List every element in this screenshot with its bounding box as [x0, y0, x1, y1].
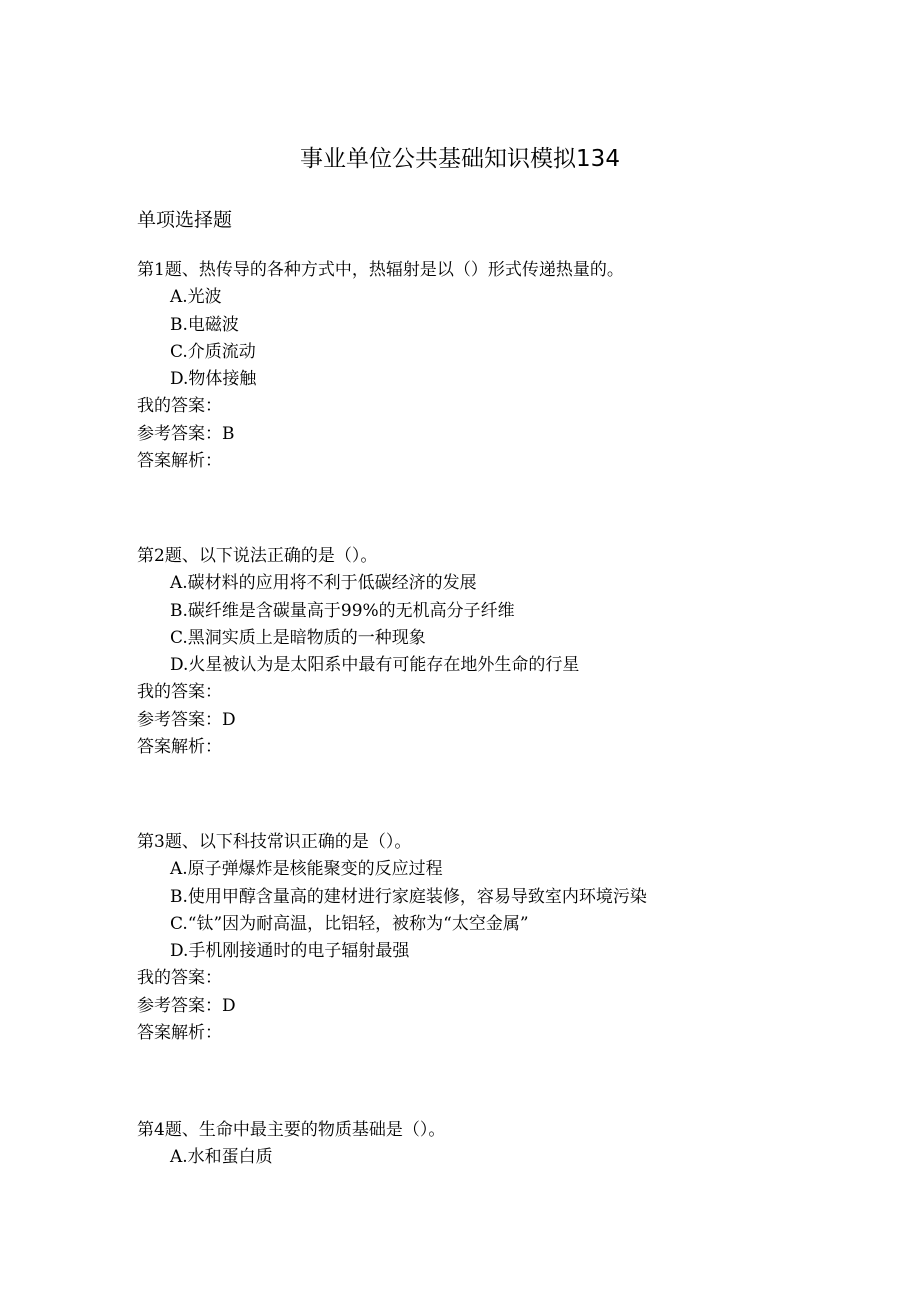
option-c: C.黑洞实质上是暗物质的一种现象 — [170, 627, 426, 648]
reference-answer: 参考答案：D — [137, 709, 236, 730]
option-a: A.原子弹爆炸是核能聚变的反应过程 — [170, 859, 443, 880]
question-stem: 第3题、以下科技常识正确的是（）。 — [137, 832, 412, 852]
option-d: D.火星被认为是太阳系中最有可能存在地外生命的行星 — [170, 655, 580, 676]
question-stem: 第4题、生命中最主要的物质基础是（）。 — [137, 1120, 446, 1140]
question-2 — [137, 543, 837, 761]
document-title: 事业单位公共基础知识模拟134 — [300, 146, 620, 172]
my-answer-label: 我的答案： — [137, 968, 222, 989]
answer-analysis-label: 答案解析： — [137, 737, 222, 758]
question-1 — [137, 257, 837, 475]
my-answer-label: 我的答案： — [137, 682, 222, 703]
answer-analysis-label: 答案解析： — [137, 1023, 222, 1044]
reference-answer: 参考答案：B — [137, 423, 235, 444]
question-3 — [137, 829, 837, 1047]
section-heading: 单项选择题 — [137, 209, 233, 231]
question-stem: 第2题、以下说法正确的是（）。 — [137, 546, 378, 566]
question-stem: 第1题、热传导的各种方式中，热辐射是以（）形式传递热量的。 — [137, 260, 624, 280]
option-b: B.使用甲醇含量高的建材进行家庭装修，容易导致室内环境污染 — [170, 886, 647, 907]
my-answer-label: 我的答案： — [137, 396, 222, 417]
option-a: A.碳材料的应用将不利于低碳经济的发展 — [170, 573, 477, 594]
option-a: A.水和蛋白质 — [170, 1147, 273, 1168]
option-b: B.电磁波 — [170, 314, 239, 335]
option-d: D.手机刚接通时的电子辐射最强 — [170, 941, 410, 962]
question-4 — [137, 1117, 837, 1172]
answer-analysis-label: 答案解析： — [137, 451, 222, 472]
option-b: B.碳纤维是含碳量高于99%的无机高分子纤维 — [170, 600, 515, 621]
option-a: A.光波 — [170, 287, 222, 308]
option-c: C.介质流动 — [170, 341, 256, 362]
option-d: D.物体接触 — [170, 369, 257, 390]
reference-answer: 参考答案：D — [137, 995, 236, 1016]
option-c: C.“钛”因为耐高温，比铝轻，被称为“太空金属” — [170, 913, 529, 934]
